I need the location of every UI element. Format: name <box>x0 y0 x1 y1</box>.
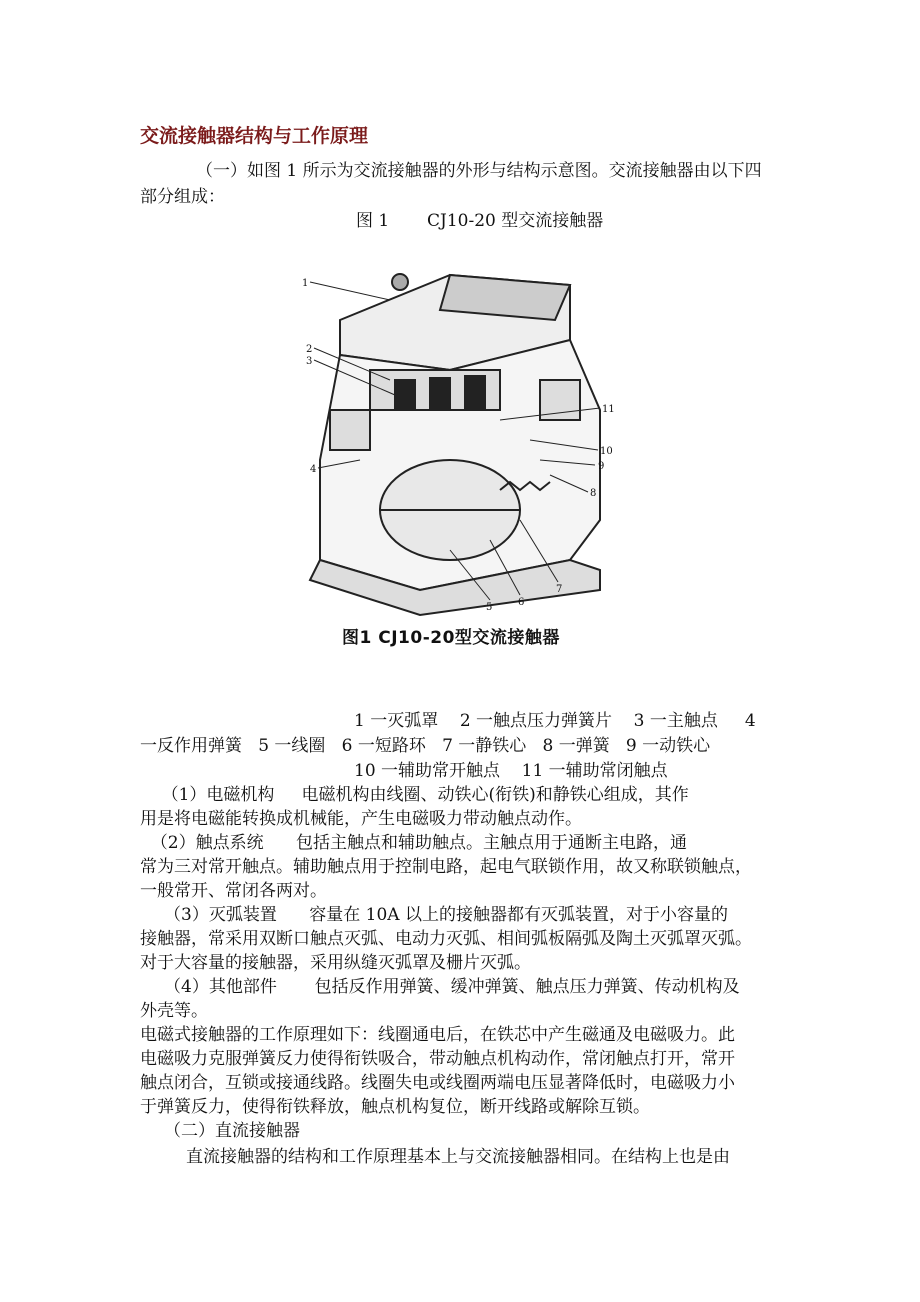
document-title: 交流接触器结构与工作原理 <box>140 125 369 147</box>
para3-line-2: 接触器，常采用双断口触点灭弧、电动力灭弧、相间弧板隔弧及陶土灭弧罩灭弧。 <box>140 929 752 949</box>
para4-line-2: 外壳等。 <box>140 1001 208 1021</box>
callout-5: 5 <box>486 602 493 613</box>
callout-4: 4 <box>310 464 317 475</box>
callout-9: 9 <box>598 461 605 472</box>
contactor-illustration <box>300 260 630 620</box>
figure-caption: 图1 CJ10-20型交流接触器 <box>342 628 560 648</box>
para2-line-1: （2）触点系统 包括主触点和辅助触点。主触点用于通断主电路，通 <box>140 833 688 853</box>
para1-line-1: （1）电磁机构 电磁机构由线圈、动铁心(衔铁)和静铁心组成，其作 <box>140 785 689 805</box>
para2-line-2: 常为三对常开触点。辅助触点用于控制电路，起电气联锁作用，故又称联锁触点， <box>140 857 752 877</box>
callout-2: 2 <box>306 344 313 355</box>
para3-line-3: 对于大容量的接触器，采用纵缝灭弧罩及栅片灭弧。 <box>140 953 531 973</box>
intro-line-2: 部分组成： <box>140 187 225 207</box>
para4-line-1: （4）其他部件 包括反作用弹簧、缓冲弹簧、触点压力弹簧、传动机构及 <box>164 977 740 997</box>
intro-line-1: （一）如图 1 所示为交流接触器的外形与结构示意图。交流接触器由以下四 <box>196 161 762 181</box>
para5-line-3: 触点闭合，互锁或接通线路。线圈失电或线圈两端电压显著降低时，电磁吸力小 <box>140 1073 735 1093</box>
section2-line-1: 直流接触器的结构和工作原理基本上与交流接触器相同。在结构上也是由 <box>186 1147 730 1167</box>
callout-11: 11 <box>602 404 615 415</box>
legend-line-1: 1 一灭弧罩 2 一触点压力弹簧片 3 一主触点 4 <box>354 711 756 731</box>
callout-3: 3 <box>306 356 313 367</box>
para5-line-4: 于弹簧反力，使得衔铁释放，触点机构复位，断开线路或解除互锁。 <box>140 1097 650 1117</box>
section2-heading: （二）直流接触器 <box>164 1121 300 1141</box>
callout-8: 8 <box>590 488 597 499</box>
callout-10: 10 <box>600 446 613 457</box>
legend-line-2: 一反作用弹簧 5 一线圈 6 一短路环 7 一静铁心 8 一弹簧 9 一动铁心 <box>140 736 711 756</box>
para5-line-1: 电磁式接触器的工作原理如下：线圈通电后，在铁芯中产生磁通及电磁吸力。此 <box>140 1025 735 1045</box>
para1-line-2: 用是将电磁能转换成机械能，产生电磁吸力带动触点动作。 <box>140 809 582 829</box>
callout-1: 1 <box>302 278 309 289</box>
para5-line-2: 电磁吸力克服弹簧反力使得衔铁吸合，带动触点机构动作，常闭触点打开，常开 <box>140 1049 735 1069</box>
callout-6: 6 <box>518 597 525 608</box>
para2-line-3: 一般常开、常闭各两对。 <box>140 881 327 901</box>
legend-line-3: 10 一辅助常开触点 11 一辅助常闭触点 <box>354 761 668 781</box>
para3-line-1: （3）灭弧装置 容量在 10A 以上的接触器都有灭弧装置，对于小容量的 <box>164 905 728 925</box>
callout-7: 7 <box>556 584 563 595</box>
figure-heading: 图 1 CJ10-20 型交流接触器 <box>356 211 604 231</box>
